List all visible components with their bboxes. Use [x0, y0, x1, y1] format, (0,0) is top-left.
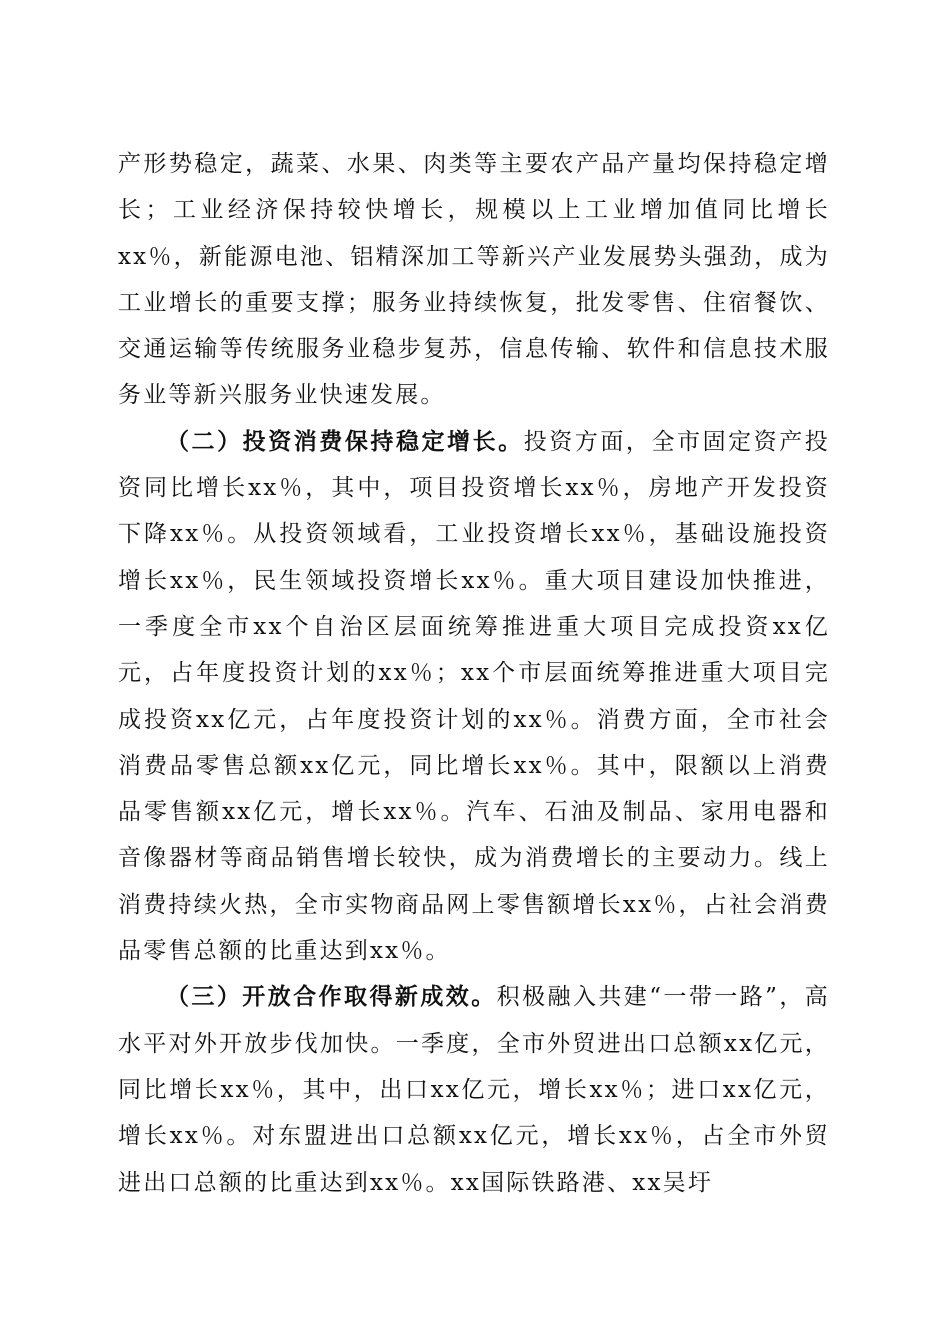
paragraph-agriculture-industry-services: [118, 141, 830, 419]
paragraph-opening-cooperation: [118, 974, 830, 1205]
paragraph-body: 投资方面，全市固定资产投资同比增长xx％，其中，项目投资增长xx％，房地产开发投资下降xx％。从投资领域看，工业投资增长xx％，基础设施投资增长xx％，民生领域投资增长xx％。重大项目建设加快推进，一季度全市xx个自治区层面统筹推进重大项目完成投资xx亿元，占年度投资计划的xx％；xx个市层面统筹推进重大项目完成投资xx亿元，占年度投资计划的xx％。消费方面，全市社会消费品零售总额xx亿元，同比增长xx％。其中，限额以上消费品零售额xx亿元，增长xx％。汽车、石油及制品、家用电器和音像器材等商品销售增长较快，成为消费增长的主要动力。线上消费持续火热，全市实物商品网上零售额增长xx％，占社会消费品零售总额的比重达到xx％。: [118, 428, 830, 965]
paragraph-body: 产形势稳定，蔬菜、水果、肉类等主要农产品产量均保持稳定增长；工业经济保持较快增长，规模以上工业增加值同比增长xx％，新能源电池、铝精深加工等新兴产业发展势头强劲，成为工业增长的重要支撑；服务业持续恢复，批发零售、住宿餐饮、交通运输等传统服务业稳步复苏，信息传输、软件和信息技术服务业等新兴服务业快速发展。: [118, 151, 830, 409]
paragraph-body: 积极融入共建“一带一路”，高水平对外开放步伐加快。一季度，全市外贸进出口总额xx亿元，同比增长xx％，其中，出口xx亿元，增长xx％；进口xx亿元，增长xx％。对东盟进出口总额xx亿元，增长xx％，占全市外贸进出口总额的比重达到xx％。xx国际铁路港、xx吴圩: [118, 984, 830, 1196]
document-body: [118, 141, 830, 1206]
section-heading-investment: （二）投资消费保持稳定增长。: [166, 427, 524, 455]
paragraph-investment-consumption: [118, 419, 830, 975]
section-heading-opening: （三）开放合作取得新成效。: [166, 983, 497, 1011]
